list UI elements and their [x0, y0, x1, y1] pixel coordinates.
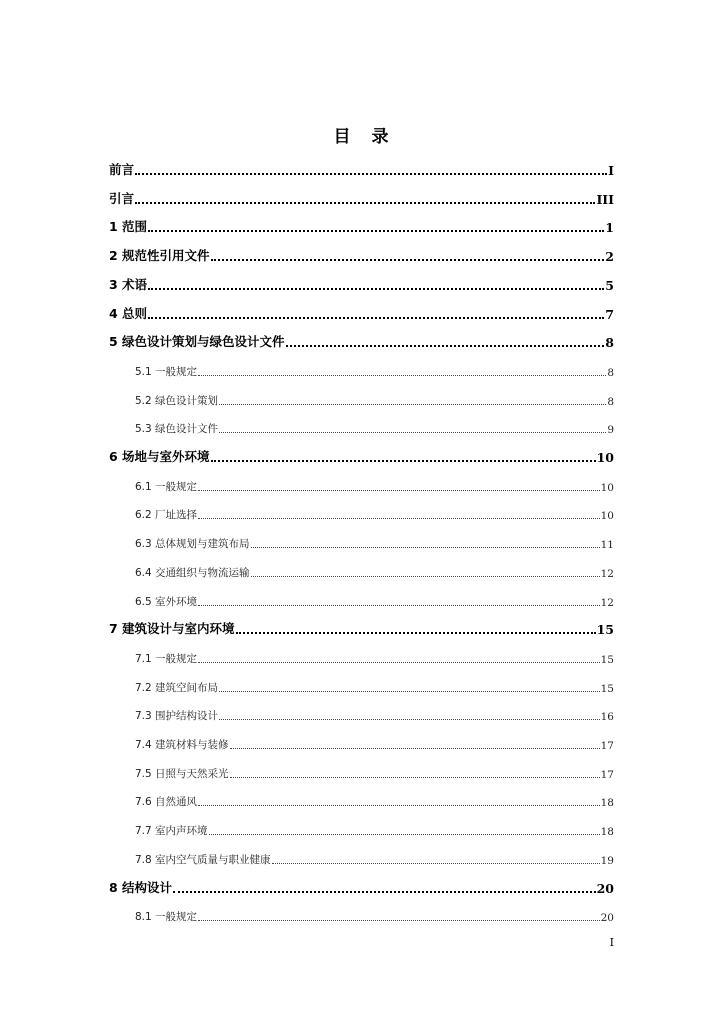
- dot-leader: [173, 891, 596, 893]
- toc-entry-page: 15: [600, 683, 614, 695]
- toc-entry[interactable]: [109, 619, 614, 637]
- dot-leader: [219, 719, 600, 720]
- dot-leader: [135, 202, 595, 204]
- toc-entry-page: 10: [596, 450, 614, 465]
- dot-leader: [198, 518, 600, 519]
- toc-entry[interactable]: [135, 677, 614, 695]
- toc-entry[interactable]: [135, 591, 614, 609]
- toc-entry-label: 6.4 交通组织与物流运输: [135, 567, 250, 579]
- toc-entry-label: 7.7 室内声环境: [135, 825, 208, 837]
- toc-entry-label: 引言: [109, 191, 135, 206]
- dot-leader: [211, 259, 605, 261]
- toc-entry-page: 19: [600, 855, 614, 867]
- toc-entry[interactable]: [135, 390, 614, 408]
- dot-leader: [198, 920, 600, 921]
- toc-entry-label: 5.2 绿色设计策划: [135, 395, 219, 407]
- toc-entry-label: 8.1 一般规定: [135, 911, 198, 923]
- toc-entry[interactable]: [135, 418, 614, 436]
- toc-entry[interactable]: [109, 275, 614, 293]
- dot-leader: [219, 691, 600, 692]
- toc-entry-label: 7.6 自然通风: [135, 796, 198, 808]
- dot-leader: [251, 547, 600, 548]
- toc-entry-label: 7.1 一般规定: [135, 653, 198, 665]
- toc-entry-label: 1 范围: [109, 219, 148, 234]
- toc-entry-page: 7: [605, 307, 614, 322]
- toc-entry-label: 7.3 围护结构设计: [135, 710, 219, 722]
- toc-entry-label: 3 术语: [109, 277, 148, 292]
- toc-entry[interactable]: [135, 562, 614, 580]
- toc-entry-page: 12: [600, 568, 614, 580]
- dot-leader: [209, 834, 600, 835]
- toc-entry-label: 前言: [109, 162, 135, 177]
- toc-entry[interactable]: [109, 304, 614, 322]
- toc-entry-page: 8: [607, 367, 614, 379]
- dot-leader: [148, 317, 604, 319]
- toc-entry[interactable]: [109, 332, 614, 350]
- toc-entry[interactable]: [135, 820, 614, 838]
- toc-entry-page: 18: [600, 797, 614, 809]
- toc-entry[interactable]: [135, 791, 614, 809]
- dot-leader: [198, 375, 606, 376]
- toc-entry-page: 17: [600, 740, 614, 752]
- page-number: I: [609, 936, 614, 949]
- toc-entry-label: 5 绿色设计策划与绿色设计文件: [109, 334, 285, 349]
- dot-leader: [251, 576, 600, 577]
- toc-entry-page: III: [596, 192, 614, 207]
- toc-entry-label: 6.1 一般规定: [135, 481, 198, 493]
- toc-entry-page: 10: [600, 482, 614, 494]
- toc-entry-label: 7.5 日照与天然采光: [135, 768, 229, 780]
- toc-entry-label: 7 建筑设计与室内环境: [109, 621, 235, 636]
- toc-entry[interactable]: [135, 849, 614, 867]
- toc-entry[interactable]: [135, 361, 614, 379]
- toc-entry-page: 8: [607, 396, 614, 408]
- toc-entry-page: 9: [607, 424, 614, 436]
- toc-entry-page: 17: [600, 769, 614, 781]
- toc-entry[interactable]: [135, 734, 614, 752]
- toc-entry-page: 1: [605, 220, 614, 235]
- toc-entry[interactable]: [135, 648, 614, 666]
- toc-entry-label: 2 规范性引用文件: [109, 248, 210, 263]
- toc-entry-label: 6 场地与室外环境: [109, 449, 210, 464]
- dot-leader: [198, 605, 600, 606]
- toc-entry[interactable]: [135, 906, 614, 924]
- toc-entry-page: 20: [600, 912, 614, 924]
- toc-entry[interactable]: [109, 246, 614, 264]
- toc-entry-label: 8 结构设计: [109, 880, 173, 895]
- toc-entry[interactable]: [135, 763, 614, 781]
- dot-leader: [219, 432, 606, 433]
- toc-entry[interactable]: [109, 160, 614, 178]
- dot-leader: [230, 748, 600, 749]
- dot-leader: [198, 662, 600, 663]
- toc-entry-label: 5.3 绿色设计文件: [135, 423, 219, 435]
- toc-entry-label: 6.2 厂址选择: [135, 509, 198, 521]
- toc-entry-label: 7.4 建筑材料与装修: [135, 739, 229, 751]
- toc-entry-label: 6.5 室外环境: [135, 596, 198, 608]
- toc-entry[interactable]: [109, 217, 614, 235]
- toc-title: 目 录: [333, 127, 391, 147]
- toc-entry[interactable]: [109, 447, 614, 465]
- toc-entry-label: 5.1 一般规定: [135, 366, 198, 378]
- toc-entry[interactable]: [135, 705, 614, 723]
- toc-entry-label: 6.3 总体规划与建筑布局: [135, 538, 250, 550]
- toc-entry-page: 8: [605, 335, 614, 350]
- toc-entry-label: 4 总则: [109, 306, 148, 321]
- toc-entry-page: 12: [600, 597, 614, 609]
- toc-entry-page: 15: [600, 654, 614, 666]
- dot-leader: [219, 404, 606, 405]
- toc-entry-page: 15: [596, 622, 614, 637]
- dot-leader: [198, 805, 600, 806]
- dot-leader: [148, 288, 604, 290]
- toc-entry[interactable]: [109, 189, 614, 207]
- toc-entry-page: 16: [600, 711, 614, 723]
- toc-entry-label: 7.8 室内空气质量与职业健康: [135, 854, 271, 866]
- toc-entry-page: 2: [605, 249, 614, 264]
- toc-entry[interactable]: [135, 533, 614, 551]
- dot-leader: [236, 632, 596, 634]
- toc-entry-page: 11: [600, 539, 614, 551]
- dot-leader: [135, 173, 607, 175]
- dot-leader: [148, 230, 604, 232]
- dot-leader: [230, 777, 600, 778]
- dot-leader: [286, 345, 605, 347]
- toc-entry[interactable]: [135, 476, 614, 494]
- toc-entry-page: 18: [600, 826, 614, 838]
- toc-entry[interactable]: [135, 504, 614, 522]
- toc-entry-page: 5: [605, 278, 614, 293]
- toc-entry-label: 7.2 建筑空间布局: [135, 682, 219, 694]
- dot-leader: [272, 863, 600, 864]
- toc-entry[interactable]: [109, 878, 614, 896]
- dot-leader: [198, 490, 600, 491]
- dot-leader: [211, 460, 596, 462]
- toc-entry-page: I: [608, 163, 614, 178]
- toc-entry-page: 20: [596, 881, 614, 896]
- toc-entry-page: 10: [600, 510, 614, 522]
